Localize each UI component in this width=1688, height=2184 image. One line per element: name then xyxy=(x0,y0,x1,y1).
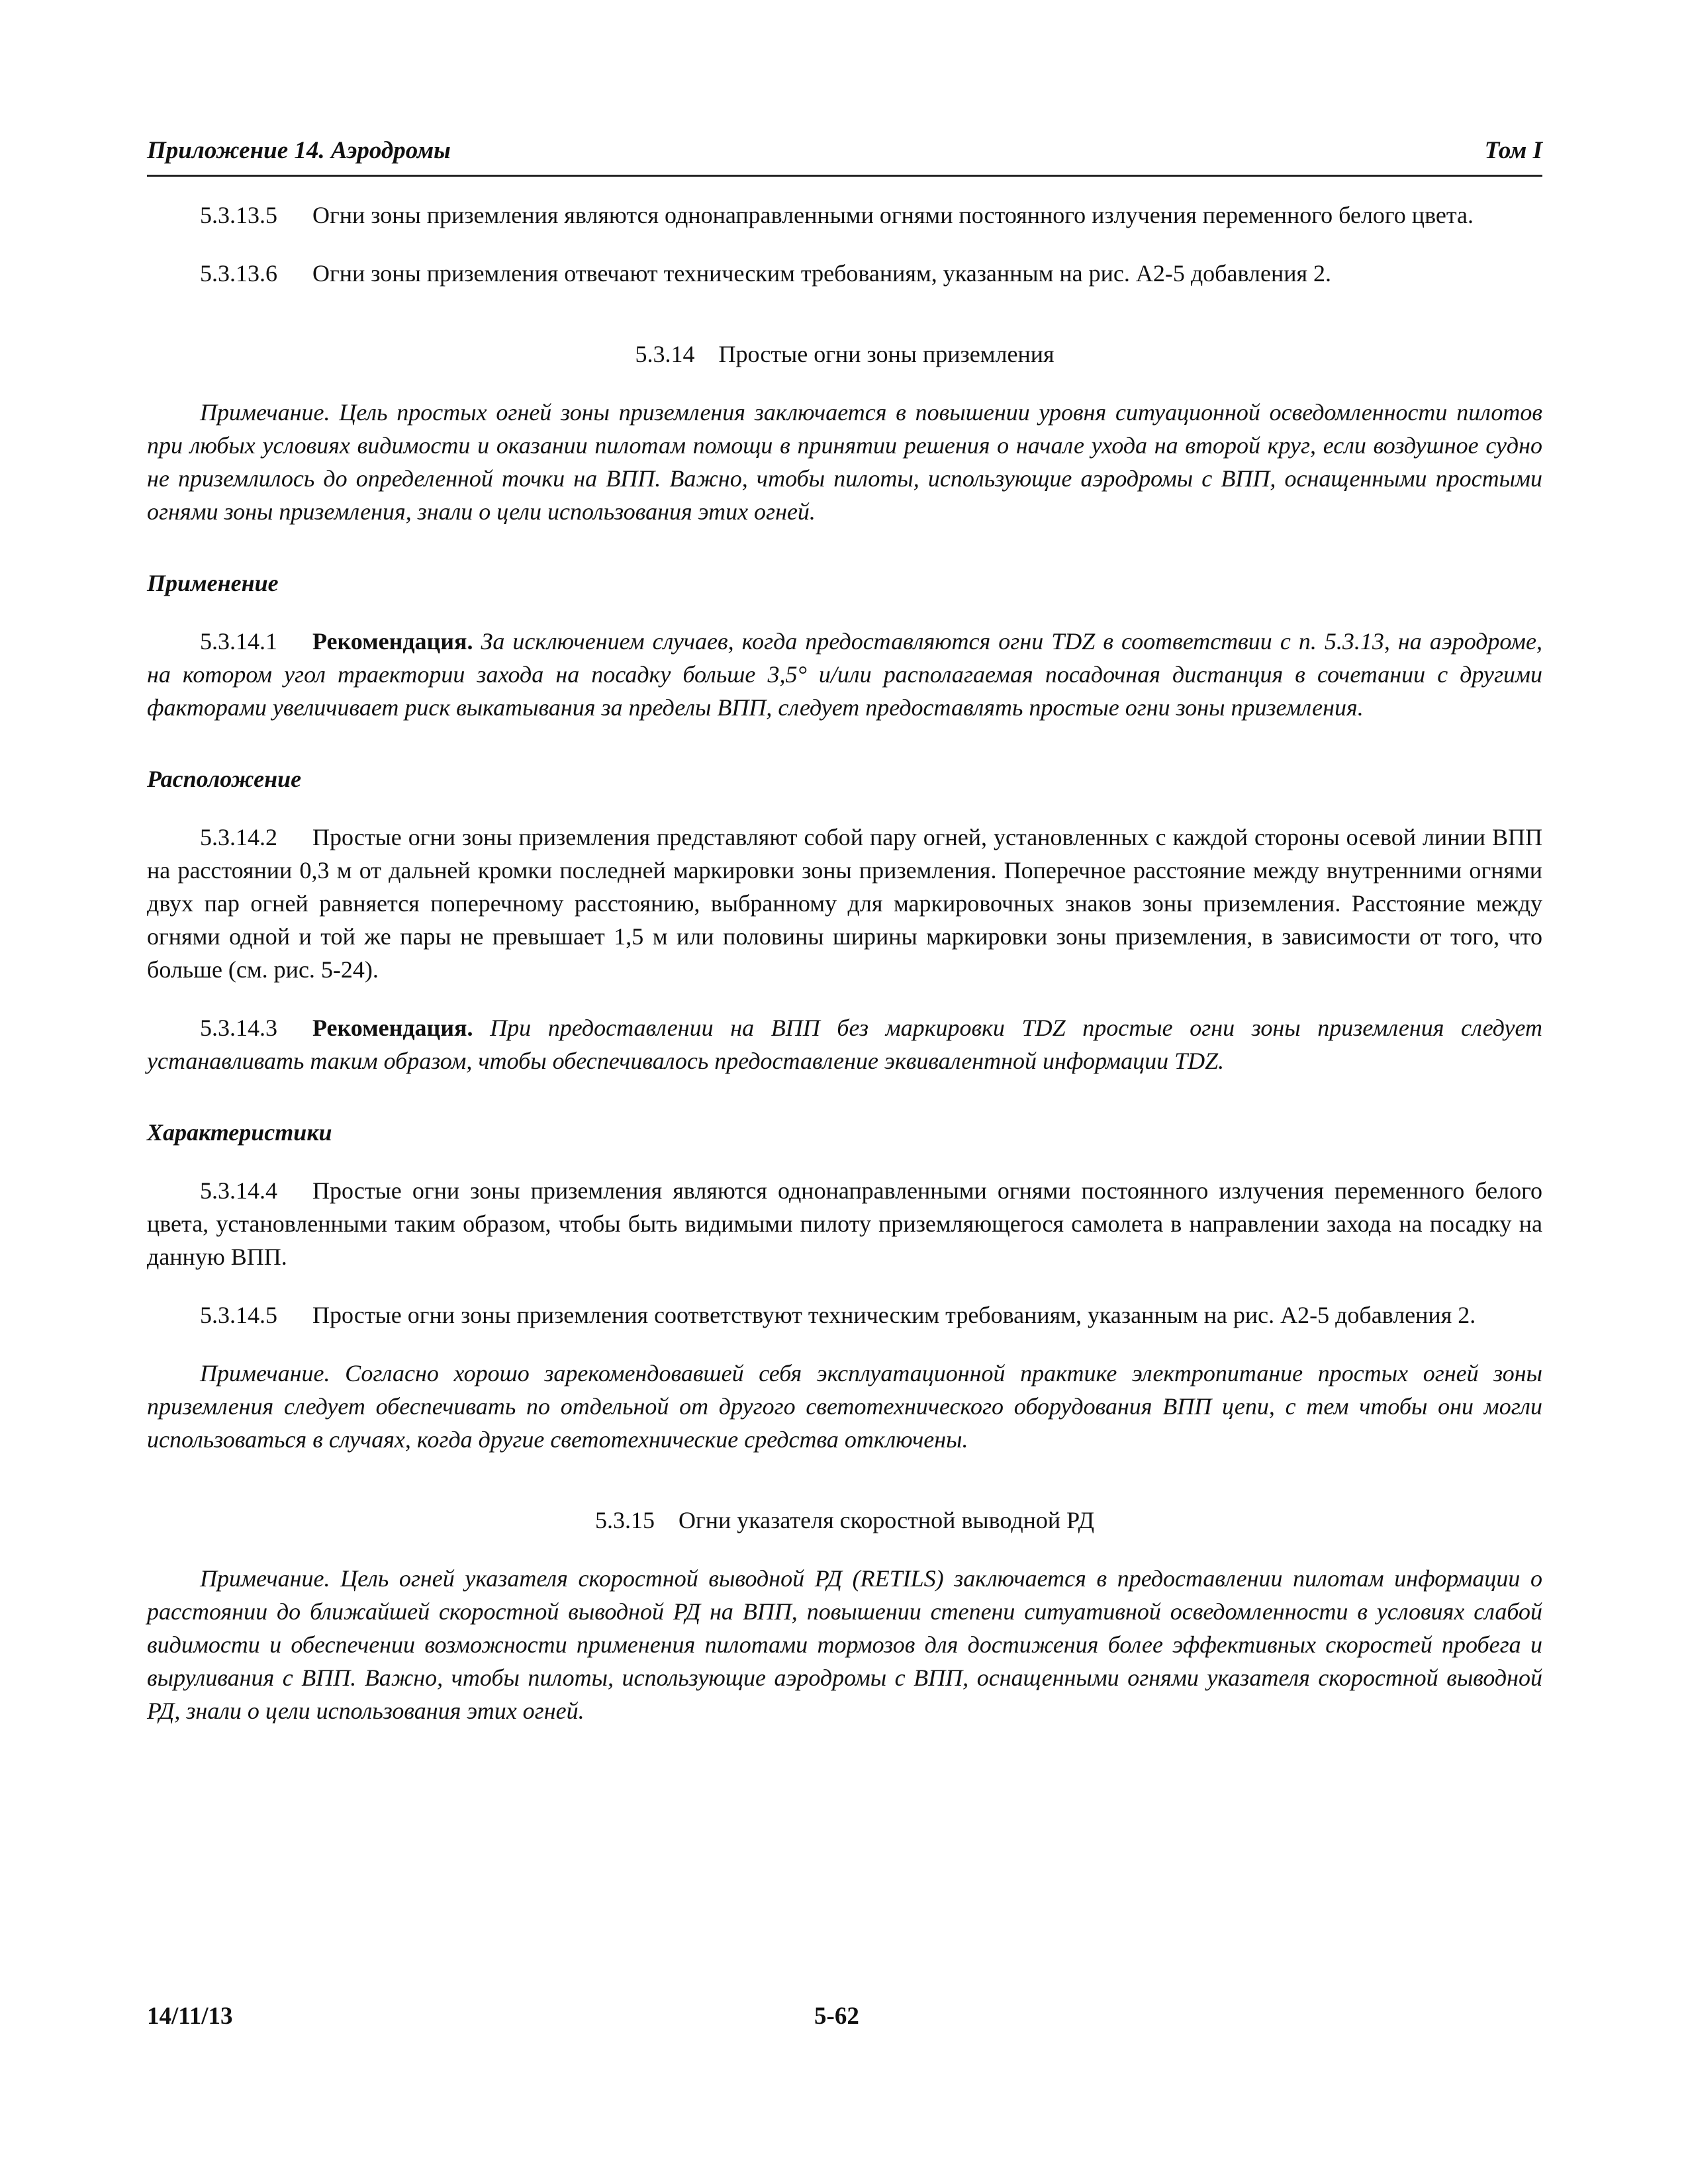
paragraph-number: 5.3.14.1 xyxy=(200,628,277,655)
section-title-5-3-14 xyxy=(147,338,1542,371)
footer-page-number: 5-62 xyxy=(814,2003,859,2030)
page-header xyxy=(147,132,1542,177)
page-content xyxy=(147,199,1542,1727)
section-text: Простые огни зоны приземления xyxy=(718,341,1055,367)
note-retils-purpose: Примечание. Цель огней указателя скоростной выводной РД (RETILS) заключается в предоставлении пилотам информации о расстоянии до ближайшей скоростной выводной РД на ВПП, повышении степени ситуативной осведомленности в условиях слабой видимости и обеспечении возможности применения пилотами тормозов для достижения более эффективных скоростей пробега и выруливания с ВПП. Важно, чтобы пилоты, использующие аэродромы с ВПП, оснащенными огнями указателя скоростной выводной РД, знали о цели использования этих огней. xyxy=(147,1565,1542,1724)
paragraph-5-3-13-6 xyxy=(147,257,1542,290)
paragraph-5-3-13-5 xyxy=(147,199,1542,232)
paragraph-number: 5.3.13.6 xyxy=(200,260,277,287)
section-title-5-3-15 xyxy=(147,1504,1542,1537)
footer-date: 14/11/13 xyxy=(147,2003,233,2030)
recommendation-label: Рекомендация. xyxy=(312,1015,473,1041)
paragraph-number: 5.3.14.5 xyxy=(200,1302,277,1328)
header-title: Приложение 14. Аэродромы xyxy=(147,137,451,164)
paragraph-5-3-14-4 xyxy=(147,1174,1542,1273)
subhead-location: Расположение xyxy=(147,766,302,792)
paragraph-text: При предоставлении на ВПП без маркировки TDZ простые огни зоны приземления следует устанавливать таким образом, чтобы обеспечивалось предоставление эквивалентной информации TDZ. xyxy=(147,1015,1543,1074)
subhead-application: Применение xyxy=(147,570,279,596)
section-text: Огни указателя скоростной выводной РД xyxy=(678,1507,1095,1533)
header-volume: Том I xyxy=(1484,137,1542,164)
subhead-characteristics: Характеристики xyxy=(147,1119,332,1146)
paragraph-text: Простые огни зоны приземления представляют собой пару огней, установленных с каждой стороны осевой линии ВПП на расстоянии 0,3 м от дальней кромки последней маркировки зоны приземления. Поперечное расстояние между внутренними огнями двух пар огней равняется поперечному расстоянию, выбранному для маркировочных знаков зоны приземления. Расстояние между огнями одной и той же пары не превышает 1,5 м или половины ширины маркировки зоны приземления, в зависимости от того, что больше (см. рис. 5-24). xyxy=(147,824,1542,983)
recommendation-label: Рекомендация. xyxy=(312,628,473,655)
section-number: 5.3.15 xyxy=(594,1507,655,1533)
paragraph-text: За исключением случаев, когда предоставляются огни TDZ в соответствии с п. 5.3.13, на аэродроме, на котором угол траектории захода на посадку больше 3,5° и/или располагаемая посадочная дистанция в сочетании с другими факторами увеличивает риск выкатывания за пределы ВПП, следует предоставлять простые огни зоны приземления. xyxy=(147,628,1543,721)
paragraph-number: 5.3.14.3 xyxy=(200,1015,277,1041)
paragraph-5-3-14-2 xyxy=(147,821,1542,986)
paragraph-text: Огни зоны приземления отвечают техническим требованиям, указанным на рис. А2-5 добавления 2. xyxy=(312,260,1332,287)
paragraph-number: 5.3.14.2 xyxy=(200,824,277,850)
note-power-supply: Примечание. Согласно хорошо зарекомендовавшей себя эксплуатационной практике электропитание простых огней зоны приземления следует обеспечивать по отдельной от другого светотехнического оборудования ВПП цепи, с тем чтобы они могли использоваться в случаях, когда другие светотехнические средства отключены. xyxy=(147,1360,1542,1453)
paragraph-5-3-14-1 xyxy=(147,625,1542,724)
paragraph-text: Огни зоны приземления являются однонаправленными огнями постоянного излучения переменного белого цвета. xyxy=(312,202,1474,228)
paragraph-number: 5.3.13.5 xyxy=(200,202,277,228)
section-number: 5.3.14 xyxy=(635,341,695,367)
paragraph-5-3-14-5 xyxy=(147,1298,1542,1332)
note-simple-tdz-purpose: Примечание. Цель простых огней зоны приземления заключается в повышении уровня ситуационной осведомленности пилотов при любых условиях видимости и оказании пилотам помощи в принятии решения о начале ухода на второй круг, если воздушное судно не приземлилось до определенной точки на ВПП. Важно, чтобы пилоты, использующие аэродромы с ВПП, оснащенными простыми огнями зоны приземления, знали о цели использования этих огней. xyxy=(147,399,1542,525)
paragraph-5-3-14-3 xyxy=(147,1011,1542,1077)
paragraph-text: Простые огни зоны приземления являются однонаправленными огнями постоянного излучения переменного белого цвета, установленными таким образом, чтобы быть видимыми пилоту приземляющегося самолета в направлении захода на посадку на данную ВПП. xyxy=(147,1177,1542,1270)
paragraph-text: Простые огни зоны приземления соответствуют техническим требованиям, указанным на рис. А2-5 добавления 2. xyxy=(312,1302,1476,1328)
paragraph-number: 5.3.14.4 xyxy=(200,1177,277,1204)
document-page xyxy=(147,0,1542,2184)
